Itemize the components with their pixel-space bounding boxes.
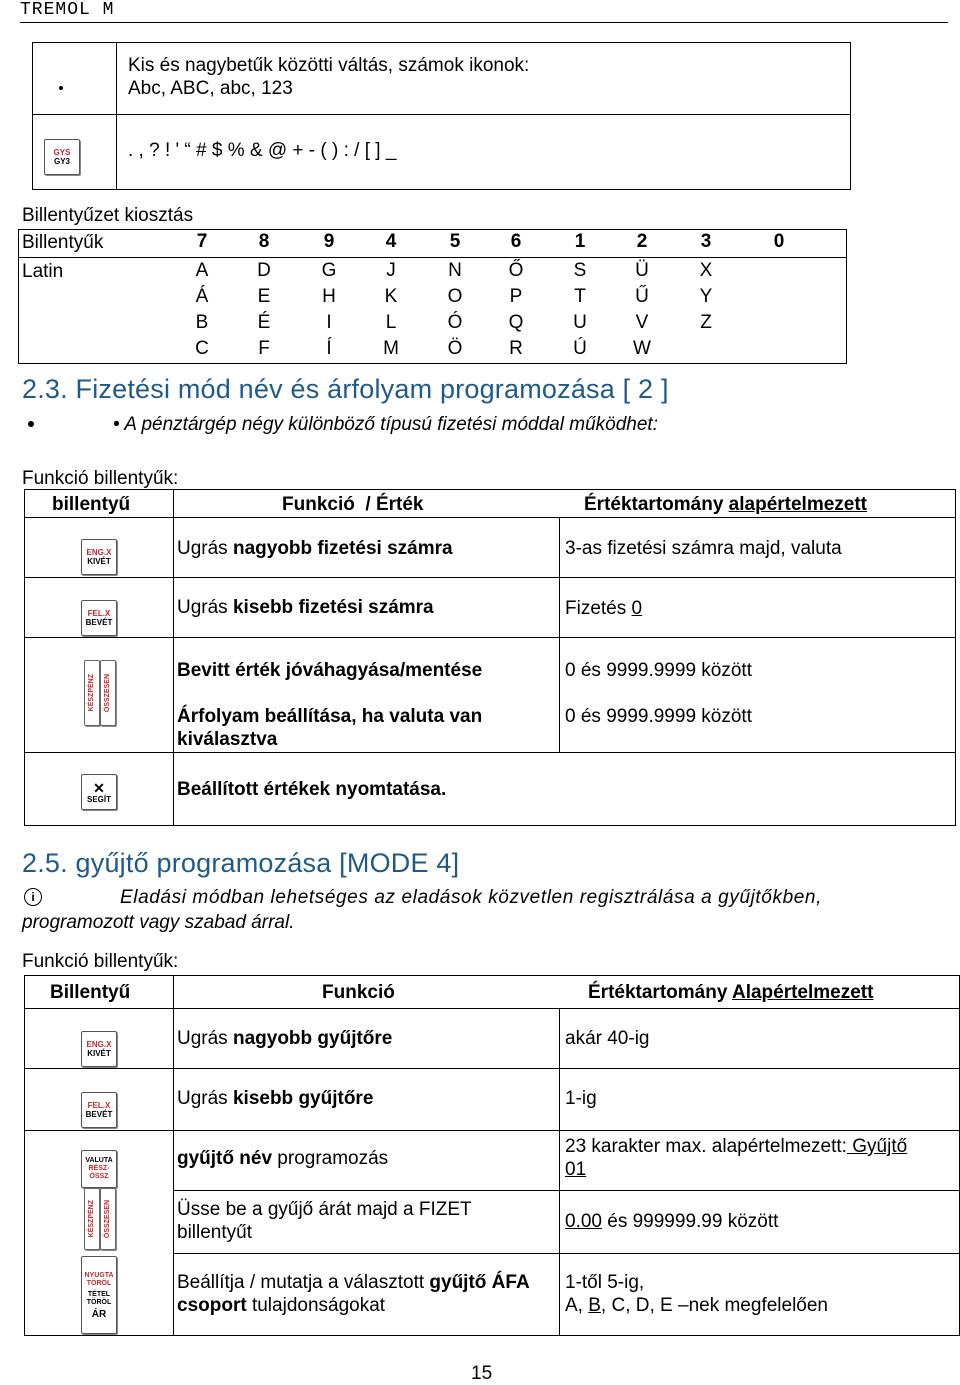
collector-row-divider-2: [24, 1130, 960, 1131]
keyboard-letter: Z: [700, 312, 712, 333]
collector-row5-val-a: 1-től 5-ig,: [565, 1272, 645, 1293]
fel-x-bottom: BEVÉT: [85, 618, 113, 627]
collector-col-billentyu: Billentyű: [50, 982, 131, 1003]
keyboard-letter: R: [509, 338, 523, 359]
keyboard-key-8: 3: [700, 231, 712, 252]
keyboard-letter: Í: [326, 338, 332, 359]
payment-row2-val-a: Fizetés: [565, 598, 632, 619]
payment-row5-func: Beállított értékek nyomtatása.: [177, 779, 447, 800]
keyboard-letter: N: [448, 260, 462, 281]
payment-row3-func: Bevitt érték jóváhagyása/mentése: [177, 660, 483, 681]
collector-row5-bold1: gyűjtő ÁFA: [429, 1272, 530, 1293]
x-segit-key-icon: [81, 774, 117, 810]
payment-row2-bold: kisebb fizetési számra: [232, 597, 434, 618]
collector-row3-bold: gyűjtő név: [177, 1148, 273, 1169]
collector-row2-bold: kisebb gyűjtőre: [232, 1088, 374, 1109]
eng-x-kivet-key-icon: [81, 539, 117, 575]
keyboard-key-5: 6: [510, 231, 522, 252]
collector-row5-bold2: csoport: [177, 1295, 247, 1316]
section-25-info-line2: programozott vagy szabad árral.: [22, 912, 295, 933]
eng-x-bottom-2: KIVÉT: [87, 1049, 111, 1058]
section-23-heading: 2.3. Fizetési mód név és árfolyam programozása [ 2 ]: [22, 374, 669, 404]
keyboard-letter: P: [509, 286, 523, 307]
keyboard-letter: I: [326, 312, 332, 333]
keyboard-letter: L: [385, 312, 397, 333]
keyboard-header-divider: [18, 257, 847, 258]
payment-col-range-a: Értéktartomány: [584, 494, 729, 515]
keyboard-letter: V: [635, 312, 649, 333]
collector-col-range: [588, 981, 873, 1004]
keyboard-letter: W: [633, 338, 651, 359]
eng-x-top: ENG.X: [86, 548, 112, 557]
collector-row5-func: [177, 1271, 557, 1317]
collector-row-divider-4: [173, 1253, 960, 1254]
ar-label: ÁR: [91, 1308, 107, 1320]
keyboard-key-6: 1: [574, 231, 586, 252]
fel-x-bevet-key-icon: [81, 600, 117, 636]
section-25-funkcio-label: Funkció billentyűk:: [22, 951, 179, 972]
collector-row-divider-1: [24, 1068, 960, 1069]
payment-header-divider: [24, 517, 956, 518]
collector-row5-post: tulajdonságokat: [246, 1295, 386, 1316]
keyboard-letter: Ö: [447, 338, 463, 359]
collector-row5-val-e: –nek megfelelően: [678, 1295, 828, 1316]
keyboard-letter: M: [383, 338, 399, 359]
payment-col-divider-2: [559, 517, 560, 752]
osszesen-label: ÖSSZESEN: [103, 673, 111, 713]
gy3-key-top: GYS: [53, 148, 71, 157]
keyboard-letter: S: [573, 260, 587, 281]
eng-x-bottom: KIVÉT: [87, 557, 111, 566]
collector-row2-func: [177, 1087, 373, 1110]
section-25-info-line1: Eladási módban lehetséges az eladások közvetlen regisztrálása a gyűjtőkben,: [120, 887, 822, 908]
collector-col-range-a: Értéktartomány: [588, 982, 732, 1003]
payment-row1-bold: nagyobb fizetési számra: [232, 538, 453, 559]
fel-x-bottom-2: BEVÉT: [85, 1110, 113, 1119]
keyboard-letter: U: [573, 312, 587, 333]
keyboard-letter: X: [699, 260, 713, 281]
keyboard-letter: Q: [508, 312, 524, 333]
payment-row2-val-b: 0: [631, 598, 643, 619]
nyugta-torol-key-icon: [81, 1256, 117, 1334]
keyboard-letter: C: [195, 338, 209, 359]
collector-row1-val: akár 40-ig: [565, 1028, 650, 1049]
payment-row-divider-2: [24, 637, 956, 638]
keyboard-letter: H: [322, 286, 336, 307]
x-icon: ✕: [93, 779, 105, 796]
payment-row2-pre: Ugrás: [177, 597, 233, 618]
eng-x-kivet-key-icon-2: [81, 1031, 117, 1067]
keszpenz-label-2: KÉSZPÉNZ: [87, 1200, 95, 1238]
keyboard-letter: É: [257, 312, 271, 333]
keszpenz-label: KÉSZPÉNZ: [87, 674, 95, 712]
keyboard-key-9: 0: [773, 231, 785, 252]
keyboard-letter: D: [257, 260, 271, 281]
collector-col-divider-2: [559, 1008, 560, 1336]
collector-row4-val: [565, 1210, 778, 1233]
keyboard-letter: Á: [195, 286, 209, 307]
keyboard-row-label: Latin: [22, 261, 64, 282]
keyboard-letter: Ó: [447, 312, 463, 333]
section-25-heading: 2.5. gyűjtő programozása [MODE 4]: [22, 848, 460, 878]
collector-row4-val-a: 0.00: [565, 1211, 602, 1232]
collector-row4-func: Üsse be a gyűjő árát majd a FIZET billentyűt: [177, 1199, 472, 1243]
keyboard-letter: A: [195, 260, 209, 281]
nyugta-label: NYUGTA TÖRÖL: [84, 1271, 114, 1287]
collector-row4-val-b: és 999999.99 között: [601, 1211, 779, 1232]
collector-row5-val-c: B: [588, 1295, 601, 1316]
collector-row3-val-a: 23 karakter max. alapértelmezett:: [565, 1136, 847, 1157]
payment-row3-val: 0 és 9999.9999 között: [565, 660, 752, 681]
fel-x-top-2: FEL.X: [87, 1101, 111, 1110]
collector-row3-func: [177, 1147, 388, 1170]
bullet-dot-23: [28, 421, 34, 427]
payment-row-divider-3: [24, 752, 956, 753]
osszesen-key-icon-2: [100, 1188, 116, 1250]
collector-row3-val-b: Gyűjtő: [846, 1136, 908, 1157]
payment-row1-val: 3-as fizetési számra majd, valuta: [565, 538, 842, 559]
keyboard-letter: E: [257, 286, 271, 307]
info-icon: i: [24, 888, 42, 906]
section-23-funkcio-label: Funkció billentyűk:: [22, 468, 179, 489]
collector-col-range-b: Alapértelmezett: [731, 982, 874, 1003]
keyboard-key-3: 4: [385, 231, 397, 252]
gy3-key-icon: [44, 139, 80, 175]
collector-col-divider-1: [173, 975, 174, 1336]
keyboard-letter: Ú: [573, 338, 587, 359]
reszossz-label: RÉSZ-ÖSSZ: [88, 1165, 110, 1180]
collector-row5-pre: Beállítja / mutatja a választott: [177, 1272, 430, 1293]
keyboard-letter: O: [447, 286, 463, 307]
payment-row1-func: [177, 537, 453, 560]
keyboard-key-4: 5: [449, 231, 461, 252]
payment-row4-val: 0 és 9999.9999 között: [565, 706, 752, 727]
payment-col-range-b: alapértelmezett: [728, 494, 868, 515]
payment-row1-pre: Ugrás: [177, 538, 233, 559]
keyboard-title: Billentyűzet kiosztás: [22, 205, 194, 226]
section-23-bullet: • A pénztárgép négy különböző típusú fizetési móddal működhet:: [113, 414, 658, 435]
payment-row4-func: Árfolyam beállítása, ha valuta van kiválasztva: [177, 706, 483, 750]
collector-header-divider: [24, 1008, 960, 1009]
switch-row2-text: . , ? ! ' “ # $ % & @ + - ( ) : / [ ] _: [128, 140, 397, 161]
keyboard-key-0: 7: [196, 231, 208, 252]
keszpenz-key-icon-2: [84, 1188, 100, 1250]
switch-row1-text: Kis és nagybetűk közötti váltás, számok ikonok: Abc, ABC, abc, 123: [128, 55, 530, 99]
collector-row1-pre: Ugrás: [177, 1028, 233, 1049]
collector-row1-func: [177, 1027, 392, 1050]
gy3-key-bottom: GY3: [53, 157, 70, 166]
keyboard-key-2: 9: [323, 231, 335, 252]
collector-row3-val-c: 01: [565, 1159, 587, 1180]
keyboard-letter: Y: [699, 286, 713, 307]
keyboard-table: [18, 229, 847, 364]
fel-x-top: FEL.X: [87, 609, 111, 618]
collector-row2-pre: Ugrás: [177, 1088, 233, 1109]
keyboard-letter: Ő: [508, 260, 524, 281]
keyboard-letter: J: [386, 260, 396, 281]
keyboard-letter: G: [321, 260, 337, 281]
collector-row1-bold: nagyobb gyűjtőre: [232, 1028, 393, 1049]
valuta-reszossz-key-icon: [81, 1150, 117, 1188]
collector-row3-val: [565, 1135, 945, 1181]
collector-col-funkcio: Funkció: [322, 982, 395, 1003]
valuta-label: VALUTA: [85, 1157, 113, 1164]
keyboard-key-7: 2: [636, 231, 648, 252]
tetel-label: TÉTEL TÖRÖL: [86, 1290, 112, 1306]
payment-col-range: [584, 493, 867, 516]
switch-table-divider: [116, 42, 117, 190]
collector-row2-val: 1-ig: [565, 1088, 597, 1109]
fel-x-bevet-key-icon-2: [81, 1092, 117, 1128]
keyboard-letter: Ű: [635, 286, 649, 307]
segit-label: SEGÍT: [86, 794, 111, 804]
keyboard-letter: T: [574, 286, 586, 307]
collector-row5-val-b: A,: [565, 1295, 589, 1316]
payment-row2-val: [565, 597, 642, 620]
eng-x-top-2: ENG.X: [86, 1040, 112, 1049]
collector-row5-val: [565, 1271, 828, 1317]
keyboard-header-label: Billentyűk: [22, 232, 104, 253]
bullet-dot: [59, 86, 63, 90]
payment-col-divider-1: [173, 489, 174, 826]
page-number: 15: [471, 1363, 493, 1384]
keyboard-letter: B: [195, 312, 209, 333]
switch-table-row-divider: [32, 114, 851, 115]
osszesen-label-2: ÖSSZESEN: [103, 1199, 111, 1239]
keyboard-letter: Ü: [635, 260, 649, 281]
osszesen-key-icon: [100, 660, 116, 726]
payment-col-funkcio: Funkció / Érték: [282, 494, 424, 515]
payment-col-billentyu: billentyű: [52, 494, 131, 515]
payment-row-divider-1: [24, 577, 956, 578]
collector-row5-val-d: , C, D, E: [600, 1295, 678, 1316]
keszpenz-key-icon: [84, 660, 100, 726]
collector-row3-post: programozás: [272, 1148, 389, 1169]
payment-row2-func: [177, 596, 434, 619]
collector-row-divider-3: [173, 1190, 960, 1191]
brand-header: TREMOL M: [20, 0, 115, 20]
keyboard-letter: F: [258, 338, 270, 359]
keyboard-letter: K: [384, 286, 398, 307]
header-rule: [20, 22, 948, 23]
keyboard-key-1: 8: [258, 231, 270, 252]
